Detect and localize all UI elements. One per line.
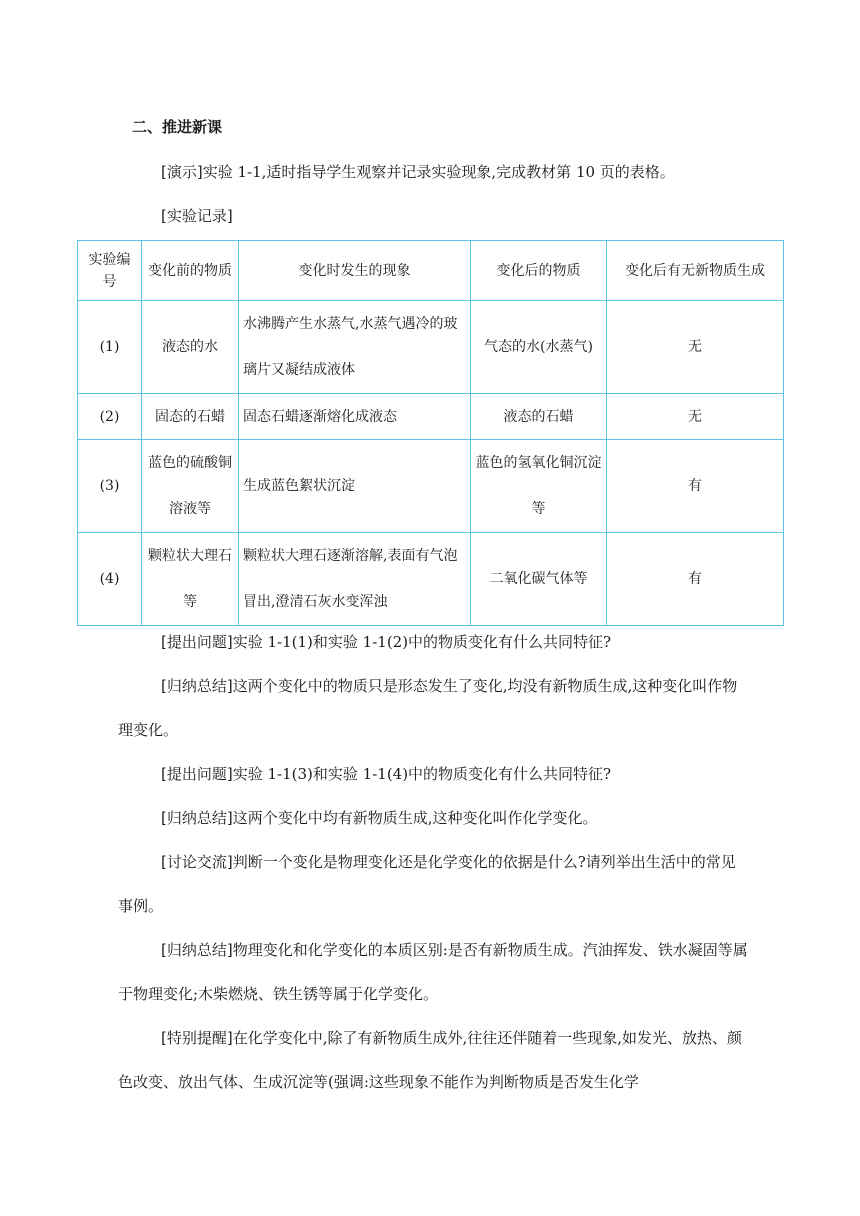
table-cell: (4): [78, 533, 142, 626]
paragraph: [118, 928, 748, 1016]
table-cell: (2): [78, 394, 142, 440]
table-cell: 液态的水: [142, 301, 239, 394]
paragraph: [118, 796, 748, 840]
table-header-cell: 变化前的物质: [142, 241, 239, 301]
paragraph: [118, 752, 748, 796]
paragraph-text: 这两个变化中均有新物质生成,这种变化叫作化学变化。: [232, 809, 598, 827]
record-tag: [实验记录]: [161, 207, 233, 225]
paragraph-text: 这两个变化中的物质只是形态发生了变化,均没有新物质生成,这种变化叫作物理变化。: [118, 677, 738, 739]
table-cell: (3): [78, 440, 142, 533]
paragraph-tag: [归纳总结]: [161, 941, 233, 959]
table-header-cell: 变化后的物质: [471, 241, 607, 301]
table-cell: 有: [607, 440, 784, 533]
demo-paragraph: [118, 150, 748, 194]
paragraph-tag: [提出问题]: [161, 765, 233, 783]
table-cell: (1): [78, 301, 142, 394]
table-row: [78, 301, 784, 394]
table-cell: 固态的石蜡: [142, 394, 239, 440]
paragraph-text: 实验 1-1(1)和实验 1-1(2)中的物质变化有什么共同特征?: [232, 633, 612, 651]
table-cell: 二氧化碳气体等: [471, 533, 607, 626]
paragraph-tag: [特别提醒]: [161, 1029, 233, 1047]
section-heading: 二、推进新课: [132, 118, 223, 136]
paragraph-text: 实验 1-1(3)和实验 1-1(4)中的物质变化有什么共同特征?: [232, 765, 612, 783]
paragraph-tag: [提出问题]: [161, 633, 233, 651]
paragraph-text: 判断一个变化是物理变化还是化学变化的依据是什么?请列举出生活中的常见事例。: [118, 853, 736, 915]
table-row: [78, 440, 784, 533]
table-cell: 蓝色的硫酸铜溶液等: [142, 440, 239, 533]
paragraph: [118, 1016, 748, 1104]
table-header-row: [78, 241, 784, 301]
table-header-cell: 实验编号: [78, 241, 142, 301]
table-cell: 无: [607, 394, 784, 440]
table-cell: 液态的石蜡: [471, 394, 607, 440]
paragraph: [118, 620, 748, 664]
paragraph: [118, 664, 748, 752]
demo-tag: [演示]: [161, 163, 203, 181]
table-cell: 气态的水(水蒸气): [471, 301, 607, 394]
demo-text: 实验 1-1,适时指导学生观察并记录实验现象,完成教材第 10 页的表格。: [202, 163, 675, 181]
paragraph: [118, 840, 748, 928]
table-cell: 固态石蜡逐渐熔化成液态: [239, 394, 471, 440]
table-row: [78, 533, 784, 626]
table-header-cell: 变化时发生的现象: [239, 241, 471, 301]
record-paragraph: [118, 194, 748, 238]
table-cell: 颗粒状大理石等: [142, 533, 239, 626]
table-cell: 生成蓝色絮状沉淀: [239, 440, 471, 533]
paragraph-tag: [归纳总结]: [161, 809, 233, 827]
table-cell: 颗粒状大理石逐渐溶解,表面有气泡冒出,澄清石灰水变浑浊: [239, 533, 471, 626]
paragraph-tag: [讨论交流]: [161, 853, 233, 871]
table-cell: 蓝色的氢氧化铜沉淀等: [471, 440, 607, 533]
table-row: [78, 394, 784, 440]
paragraph-text: 物理变化和化学变化的本质区别:是否有新物质生成。汽油挥发、铁水凝固等属于物理变化;木柴燃烧、铁生锈等属于化学变化。: [118, 941, 748, 1003]
table-cell: 无: [607, 301, 784, 394]
table-cell: 水沸腾产生水蒸气,水蒸气遇冷的玻璃片又凝结成液体: [239, 301, 471, 394]
experiment-table: [77, 240, 784, 626]
paragraph-text: 在化学变化中,除了有新物质生成外,往往还伴随着一些现象,如发光、放热、颜色改变、放出气体、生成沉淀等(强调:这些现象不能作为判断物质是否发生化学: [118, 1029, 743, 1091]
table-header-cell: 变化后有无新物质生成: [607, 241, 784, 301]
table-cell: 有: [607, 533, 784, 626]
paragraph-tag: [归纳总结]: [161, 677, 233, 695]
